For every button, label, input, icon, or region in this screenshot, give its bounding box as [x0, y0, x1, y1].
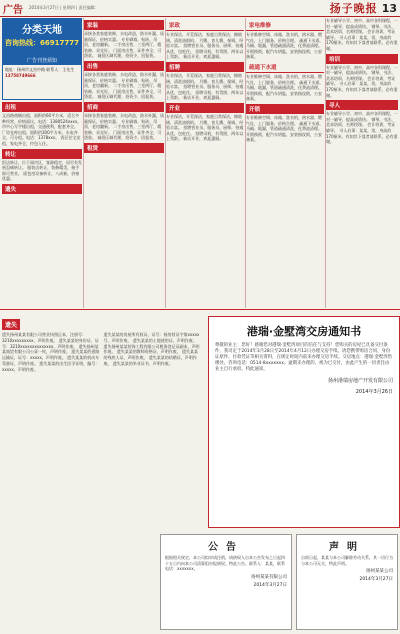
lost-columns	[2, 332, 202, 373]
statement-signature: 扬州某某公司	[366, 569, 393, 575]
handover-notice-date: 2014年3月26日	[355, 389, 393, 395]
statement-date: 2014年3月27日	[359, 577, 393, 583]
ad-text: 承接各类家庭装修，水电改造，防水补漏，质量保证，价格实惠。 专业刷墙、贴砖、吊顶，老房翻新。 二手房出售，三室两厅，精装修，采光好。 门面房出售，证件齐全，可贷款。 诚招区域代理，投资少，回报快。	[84, 71, 164, 100]
promo-box-title: 广告刊登须知	[3, 57, 81, 65]
category-appliance-repair: 家电维修	[246, 20, 324, 31]
column-3	[166, 18, 244, 308]
ad-text: 承接各类家庭装修，水电改造，防水补漏，质量保证，价格实惠。 专业刷墙、贴砖、吊顶，老房翻新。 二手房出售，三室两厅，精装修，采光好。 门面房出售，证件齐全，可贷款。 诚招区域代理，投资少，回报快。	[84, 112, 164, 141]
announcement-body: 根据相关规定，本公司拟申请注销，请债权人自本公告发布之日起四十五日内向本公司清算组申报债权。特此公告。联系人：某某，联系电话：xxxxxxx。	[165, 555, 285, 572]
column-rule	[165, 18, 166, 308]
page-number: 13	[381, 1, 397, 15]
announcement-title: 公告	[208, 542, 244, 553]
category-rent: 出租	[2, 102, 82, 112]
ad-text: 专业维修空调、冰箱、洗衣机、热水器、燃气灶，上门服务，价格合理。 疏通下水道、马桶、地漏，管道疏通清洗，化粪池清理。 开锁换锁，配汽车钥匙，安装指纹锁，公安备案。	[246, 73, 324, 102]
statement	[296, 534, 398, 630]
announcement-date: 2014年3月27日	[253, 582, 287, 588]
promo-phone: 咨询热线：66917777	[5, 39, 79, 47]
category-lost: 遗失	[2, 184, 82, 194]
promo-banner	[2, 18, 82, 56]
ad-text: 专业保洁，开荒保洁，家庭日常保洁，擦玻璃，清洗油烟机。 月嫂、育儿嫂、保姆，经验丰富。 招聘营业员、服务员、厨师，待遇从优，包吃住。 招聘司机，有驾照，两年以上驾龄。 新店开业，欢迎惠顾。	[166, 72, 244, 101]
masthead: 扬子晚报	[329, 2, 378, 15]
promo-phone-2: 13758749666	[5, 73, 36, 78]
ad-text: 专业辅导小学、初中、高中各科课程，一对一辅导，提高成绩快。 钢琴、书法、美术培训，名师授课。 会计培训，考证辅导。 寻人启事：某某，男，身高约170厘米，有知其下落者请联系，必有重谢。	[326, 111, 398, 145]
lost-tag: 遗失	[2, 319, 20, 330]
ad-text: 承接各类家庭装修，水电改造，防水补漏，质量保证，价格实惠。 专业刷墙、贴砖、吊顶，老房翻新。 二手房出售，三室两厅，精装修，采光好。 门面房出售，证件齐全，可贷款。 诚招区域代理，投资少，回报快。	[84, 31, 164, 59]
statement-title: 声明	[329, 542, 365, 553]
column-1	[2, 18, 82, 308]
ad-text: 专业维修空调、冰箱、洗衣机、热水器、燃气灶，上门服务，价格合理。 疏通下水道、马桶、地漏，管道疏通清洗，化粪池清理。 开锁换锁，配汽车钥匙，安装指纹锁，公安备案。	[246, 32, 324, 60]
category-investment: 招商	[84, 102, 164, 112]
classified-ads-area	[0, 18, 400, 308]
announcement	[160, 534, 292, 630]
promo-box	[2, 56, 82, 100]
category-drain-cleaning: 疏通下水道	[246, 62, 324, 73]
issue-meta: 2014年3月27日 | 星期四 | 责任编辑：	[29, 5, 99, 10]
category-transfer: 转让	[2, 149, 82, 159]
lost-column-1: 遗失扬州某某有限公司营业执照正本，注册号：3210xxxxxxxxx，声明作废。 遗失某某的身份证，证号：3210xxxxxxxxxxxxxx，声明作废。 遗失扬州某某商贸有限公司公章一枚，声明作废。 遗失某某的道路运输证，证号：xxxxx，声明作废。 遗失某某的机动车驾驶证，声明作废。 遗失某某的出生医学证明，编号：xxxxx，声明作废。	[2, 332, 100, 372]
ad-text: 专业辅导小学、初中、高中各科课程，一对一辅导，提高成绩快。 钢琴、书法、美术培训，名师授课。 会计培训，考证辅导。 寻人启事：某某，男，身高约170厘米，有知其下落者请联系，必有重谢。	[326, 64, 398, 98]
handover-notice	[208, 316, 400, 528]
category-housekeeping: 家政	[166, 20, 244, 31]
statement-body: 自即日起，某某与本公司解除劳动关系，其一切行为与本公司无关，特此声明。	[301, 555, 393, 566]
category-sale: 出售	[84, 61, 164, 71]
column-2	[84, 18, 164, 308]
lost-column-2: 遗失某某的房屋所有权证，证号：扬房权证字第xxxxx号，声明作废。 遗失某某的土地使用证，声明作废。 遗失扬州某某装饰工程有限公司税务登记证副本，声明作废。 遗失某某的教师资格证，声明作废。 遗失某某的残疾人证，声明作废。 遗失某某的结婚证，声明作废。 遗失某某的毕业证书，声明作废。	[103, 332, 200, 366]
section-name: 广告	[3, 4, 23, 16]
ad-text: 饭店转让，位于闹市区，客源稳定，因另有发展忍痛转让。 服装店转让，装修精美，接手即可营业。 面包房设备转让，八成新，价格优惠。	[2, 159, 82, 182]
category-locksmith: 开锁	[246, 104, 324, 114]
category-recruitment: 招聘	[166, 62, 244, 72]
page-header	[0, 0, 400, 17]
promo-title: 分类天地	[22, 25, 62, 36]
notices-area	[0, 312, 400, 634]
column-4	[246, 18, 324, 308]
category-lease: 租赁	[84, 143, 164, 153]
announcement-signature: 扬州某某有限公司	[251, 574, 287, 580]
section-divider	[0, 309, 400, 310]
column-rule	[325, 18, 326, 308]
category-opening: 开业	[166, 103, 244, 113]
ad-text: 专业保洁，开荒保洁，家庭日常保洁，擦玻璃，清洗油烟机。 月嫂、育儿嫂、保姆，经验丰富。 招聘营业员、服务员、厨师，待遇从优，包吃住。 招聘司机，有驾照，两年以上驾龄。 新店开业，欢迎惠顾。	[166, 113, 244, 142]
category-missing-person: 寻人	[326, 100, 398, 110]
handover-notice-signature: 扬州港瑞房地产开发有限公司	[327, 378, 393, 384]
column-5	[326, 18, 398, 308]
category-training: 培训	[326, 54, 398, 64]
ad-text: 专业维修空调、冰箱、洗衣机、热水器、燃气灶，上门服务，价格合理。 疏通下水道、马桶、地漏，管道疏通清洗，化粪池清理。 开锁换锁，配汽车钥匙，安装指纹锁，公安备案。	[246, 114, 324, 143]
column-rule	[245, 18, 246, 308]
ad-text: 专业辅导小学、初中、高中各科课程，一对一辅导，提高成绩快。 钢琴、书法、美术培训，名师授课。 会计培训，考证辅导。 寻人启事：某某，男，身高约170厘米，有知其下落者请联系，必有重谢。	[326, 18, 398, 51]
column-rule	[83, 18, 84, 308]
promo-text: 地址：扬州市文昌中路 联系人：王先生	[5, 67, 75, 72]
handover-notice-body: 尊敬的业主：您好！感谢您对港瑞·金墅湾项目的信任与支持！您购买的房屋已具备交付条件，我司定于2014年3月28日至2014年4月12日办理交房手续。请您携带购房合同、身份证原件、付款凭证等相关资料，在规定时间内前来办理交房手续。交房地点：港瑞·金墅湾售楼处。咨询电话：0514-8xxxxxxx。逾期未办理的，视为已交付，由此产生的一切责任由业主自行承担。特此通知。	[215, 343, 393, 372]
ad-text: 文昌路商铺出租，面积约60平方米，适合多种经营，价格面议。电话：1380524xxxx。 市中心写字楼出租，交通便利，配套齐全。 厂房仓库出租，面积约300平方米，水电齐全，可分租。电话：1378xxx。 西区住宅出租，家电齐全，拎包入住。	[2, 113, 82, 146]
category-decoration: 家装	[84, 20, 164, 30]
ad-text: 专业保洁，开荒保洁，家庭日常保洁，擦玻璃，清洗油烟机。 月嫂、育儿嫂、保姆，经验丰富。 招聘营业员、服务员、厨师，待遇从优，包吃住。 招聘司机，有驾照，两年以上驾龄。 新店开业，欢迎惠顾。	[166, 32, 244, 60]
handover-notice-title: 港瑞·金墅湾交房通知书	[246, 325, 362, 338]
